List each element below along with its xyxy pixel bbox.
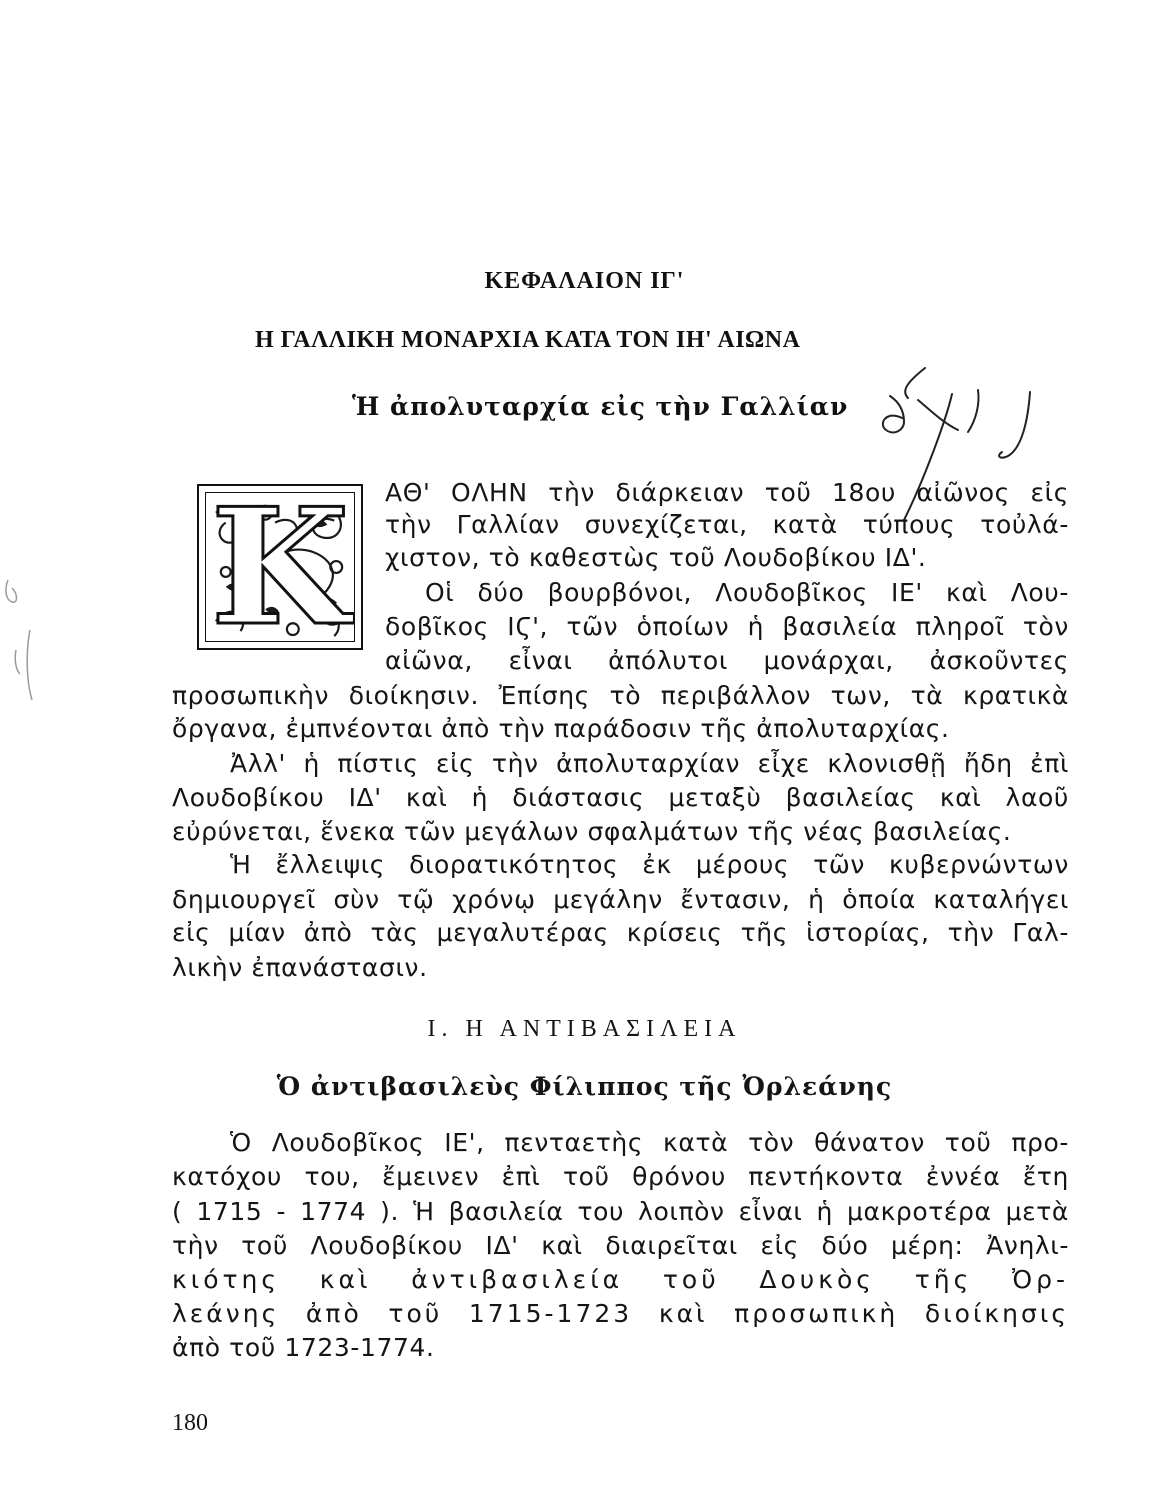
body-line-15: λικὴν ἐπανάστασιν. xyxy=(172,953,428,982)
body-line-2: τὴν Γαλλίαν συνεχίζεται, κατὰ τύπους τοὐλά- xyxy=(385,510,1069,539)
drop-cap-letter: Κ xyxy=(210,492,350,642)
page-number: 180 xyxy=(172,1410,208,1436)
section-line-7: ἀπὸ τοῦ 1723-1774. xyxy=(172,1333,435,1362)
body-line-13: δημιουργεῖ σὺν τῷ χρόνῳ μεγάλην ἔντασιν, ἡ ὁποία καταλήγει xyxy=(172,885,1069,914)
body-line-14: εἰς μίαν ἀπὸ τὰς μεγαλυτέρας κρίσεις τῆς ἱστορίας, τὴν Γαλ- xyxy=(172,918,1069,947)
body-line-4: Οἱ δύο βουρβόνοι, Λουδοβῖκος ΙΕ' καὶ Λου- xyxy=(425,578,1069,607)
drop-cap-initial xyxy=(197,484,363,650)
section-title: Ι. Η ΑΝΤΙΒΑΣΙΛΕΙΑ xyxy=(427,1016,742,1042)
body-line-10: Λουδοβίκου ΙΔ' καὶ ἡ διάστασις μεταξὺ βασιλείας καὶ λαοῦ xyxy=(172,783,1069,812)
body-line-3: χιστον, τὸ καθεστὼς τοῦ Λουδοβίκου ΙΔ'. xyxy=(385,543,927,572)
section-line-5: κιότης καὶ ἀντιβασιλεία τοῦ Δουκὸς τῆς Ὀρ- xyxy=(172,1265,1069,1294)
body-line-11: εὐρύνεται, ἕνεκα τῶν μεγάλων σφαλμάτων τῆς νέας βασιλείας. xyxy=(172,817,1012,846)
section-subtitle: Ὁ ἀντιβασιλεὺς Φίλιππος τῆς Ὀρλεάνης xyxy=(276,1072,893,1101)
body-line-8: ὄργανα, ἐμπνέονται ἀπὸ τὴν παράδοσιν τῆς ἀπολυταρχίας. xyxy=(172,714,950,743)
section-line-2: κατόχου του, ἔμεινεν ἐπὶ τοῦ θρόνου πεντήκοντα ἐννέα ἔτη xyxy=(172,1162,1069,1191)
margin-mark xyxy=(0,570,40,710)
body-line-6: αἰῶνα, εἶναι ἀπόλυτοι μονάρχαι, ἀσκοῦντες xyxy=(385,646,1069,675)
chapter-label: ΚΕΦΑΛΑΙΟΝ ΙΓ' xyxy=(484,268,685,294)
body-line-5: δοβῖκος ΙϚ', τῶν ὁποίων ἡ βασιλεία πληροῖ τὸν xyxy=(385,612,1069,641)
chapter-title: Η ΓΑΛΛΙΚΗ ΜΟΝΑΡΧΙΑ ΚΑΤΑ ΤΟΝ ΙΗ' ΑΙΩΝΑ xyxy=(255,327,801,353)
body-line-12: Ἡ ἔλλειψις διορατικότητος ἐκ μέρους τῶν κυβερνώντων xyxy=(230,850,1069,879)
body-line-7: προσωπικὴν διοίκησιν. Ἐπίσης τὸ περιβάλλον των, τὰ κρατικὰ xyxy=(172,681,1069,710)
section-line-3: ( 1715 - 1774 ). Ἡ βασιλεία του λοιπὸν εἶναι ἡ μακροτέρα μετὰ xyxy=(172,1197,1069,1226)
body-line-9: Ἀλλ' ἡ πίστις εἰς τὴν ἀπολυταρχίαν εἶχε κλονισθῇ ἤδη ἐπὶ xyxy=(230,749,1069,778)
chapter-subtitle: Ἡ ἀπολυταρχία εἰς τὴν Γαλλίαν xyxy=(352,392,849,421)
body-line-1: ΑΘ' ΟΛΗΝ τὴν διάρκειαν τοῦ 18ου αἰῶνος εἰς xyxy=(385,478,1069,507)
section-line-4: τὴν τοῦ Λουδοβίκου ΙΔ' καὶ διαιρεῖται εἰς δύο μέρη: Ἀνηλι- xyxy=(172,1231,1069,1260)
section-line-1: Ὁ Λουδοβῖκος ΙΕ', πενταετὴς κατὰ τὸν θάνατον τοῦ προ- xyxy=(230,1128,1069,1157)
section-line-6: λεάνης ἀπὸ τοῦ 1715-1723 καὶ προσωπικὴ διοίκησις xyxy=(172,1299,1069,1328)
